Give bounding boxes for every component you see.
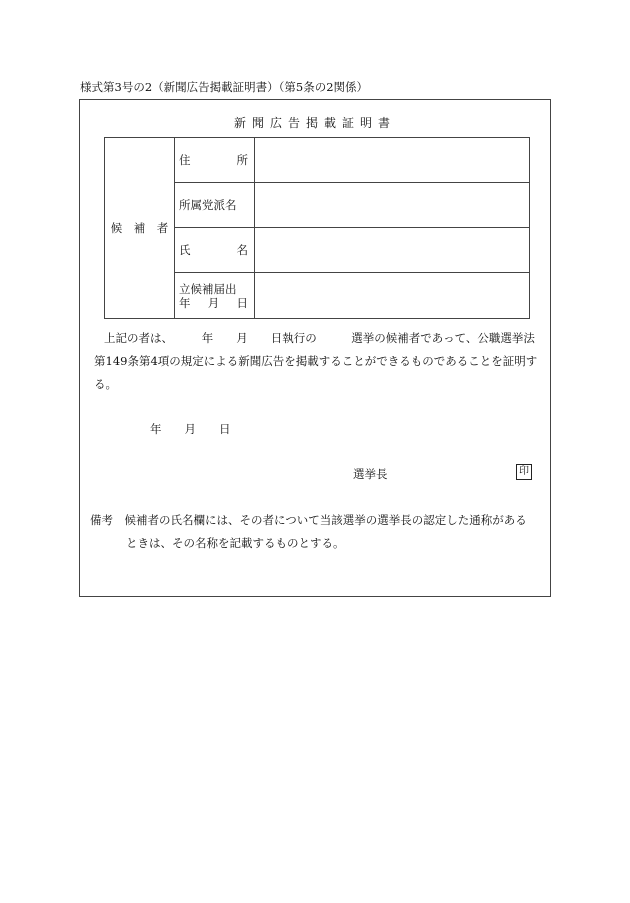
filing-day-label: 日 [236,295,248,310]
remarks-line1: 備考 候補者の氏名欄には、その者について当該選挙の選挙長の認定した通称がある [90,513,527,527]
address-label-part2: 所 [236,153,248,167]
form-number-label: 様式第3号の2（新聞広告掲載証明書）（第5条の2関係） [80,80,369,94]
filing-label-line1: 立候補届出 [179,281,237,296]
certification-text-line2: 第149条第4項の規定による新聞広告を掲載することができるものであることを証明す [94,354,538,368]
filing-month-label: 月 [207,295,220,310]
filing-date-field[interactable] [255,273,530,319]
filing-date-label-cell [175,273,255,319]
certification-text-line1: 上記の者は、 年 月 日執行の 選挙の候補者であって、公職選挙法 [104,331,535,345]
name-label-part2: 名 [236,243,248,257]
candidate-info-table [104,137,530,319]
candidate-label: 候 補 者 [110,221,169,235]
seal-mark: 印 [516,464,532,480]
party-label: 所属党派名 [179,198,237,212]
certification-text-line3: る。 [94,377,117,391]
party-field[interactable] [255,183,530,228]
name-label-cell [175,228,255,273]
name-label-part1: 氏 [179,243,191,257]
address-label-cell [175,138,255,183]
certificate-frame [79,99,551,597]
address-label-part1: 住 [179,153,191,167]
document-title: 新聞広告掲載証明書 [233,116,396,130]
election-chief-label: 選挙長 [353,467,388,481]
address-field[interactable] [255,138,530,183]
candidate-label-cell [105,138,175,319]
filing-year-label: 年 [179,295,191,310]
party-label-cell [175,183,255,228]
issue-date-line: 年 月 日 [150,422,231,436]
name-field[interactable] [255,228,530,273]
remarks-line2: ときは、その名称を記載するものとする。 [126,536,345,550]
